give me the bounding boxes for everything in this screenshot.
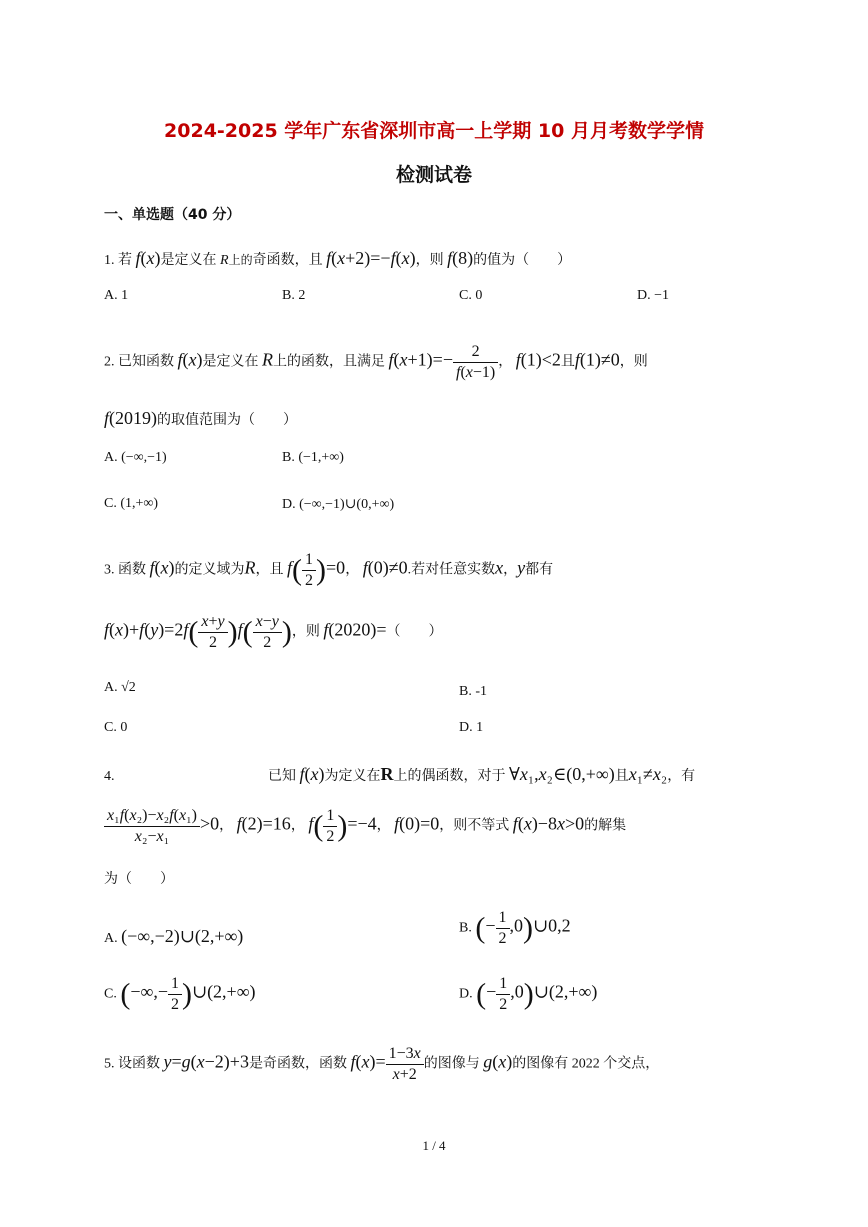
q2-option-b: B. (−1,+∞)	[282, 450, 344, 465]
q1-option-d: D. −1	[637, 288, 670, 303]
question-3: 3. 函数 f(x)的定义域为R，且 f( $\frac{1}{2}$ )=0， f(0)≠0.若对任意实数x，y都有	[104, 551, 554, 589]
q3-option-b: B. -1	[459, 684, 487, 699]
q2-option-a: A. (−∞,−1)	[104, 450, 167, 465]
question-4: 4. 已知 f(x)为定义在R上的偶函数，对于 ∀x₁,x₂∈(0,+∞)且x₁≠x₂，有	[104, 764, 696, 784]
question-2-line-2: f(2019)的取值范围为（ ）	[104, 408, 298, 428]
title-line-1: 2024-2025 学年广东省深圳市高一上学期 10 月月考数学学情	[164, 120, 704, 142]
q1-option-c: C. 0	[459, 288, 483, 303]
q4-option-b: B. (− $\frac{1}{2}$ ,0)∪0,2	[459, 909, 571, 947]
page-number: 1 / 4	[422, 1138, 446, 1153]
question-5: 5. 设函数 y=g(x−2)+3是奇函数，函数 f(x)= $\frac{1-3x}{x+2}$ 的图像与 g(x)的图像有 2022 个交点，	[104, 1045, 660, 1083]
q1-option-b: B. 2	[282, 288, 306, 303]
q3-option-c: C. 0	[104, 720, 128, 735]
question-2: 2. 已知函数 f(x)是定义在 R上的函数，且满足 f(x+1)=− $\frac{2}{f(x-1)}$ ， f(1)<2且f(1)≠0，则	[104, 343, 648, 381]
q4-option-c: C. (−∞,− $\frac{1}{2}$ )∪(2,+∞)	[104, 975, 256, 1013]
title-line-2: 检测试卷	[395, 164, 472, 186]
q4-option-a: A. (−∞,−2)∪(2,+∞)	[104, 926, 244, 946]
q1-option-a: A. 1	[104, 288, 129, 303]
question-3-line-2: f(x)+f(y)=2f( $\frac{x+y}{2}$ )f( $\frac{x-y}{2}$ )，则 f(2020)=（ ）	[104, 613, 443, 651]
question-4-line-3: 为（ ）	[104, 872, 174, 887]
q4-option-d: D. (− $\frac{1}{2}$ ,0)∪(2,+∞)	[459, 975, 598, 1013]
q3-option-d: D. 1	[459, 720, 484, 735]
question-1: 1. 若 f(x)是定义在 R上的奇函数，且 f(x+2)=−f(x)，则 f(8)的值为（ ）	[104, 248, 572, 268]
q2-option-d: D. (−∞,−1)∪(0,+∞)	[282, 497, 395, 512]
question-4-line-2: $\frac{\text{x₁f(x₂)−x₂f(x₁)}}{\text{x₂−x₁}}$ >0， f(2)=16， f( $\frac{1}{2}$ )=−4， f(0)=0，则不等式 f(x)−8x>0的解集	[104, 806, 626, 847]
q2-option-c: C. (1,+∞)	[104, 496, 159, 511]
section-heading: 一、单选题（40 分）	[104, 207, 241, 223]
q3-option-a: A. √2	[104, 680, 136, 695]
